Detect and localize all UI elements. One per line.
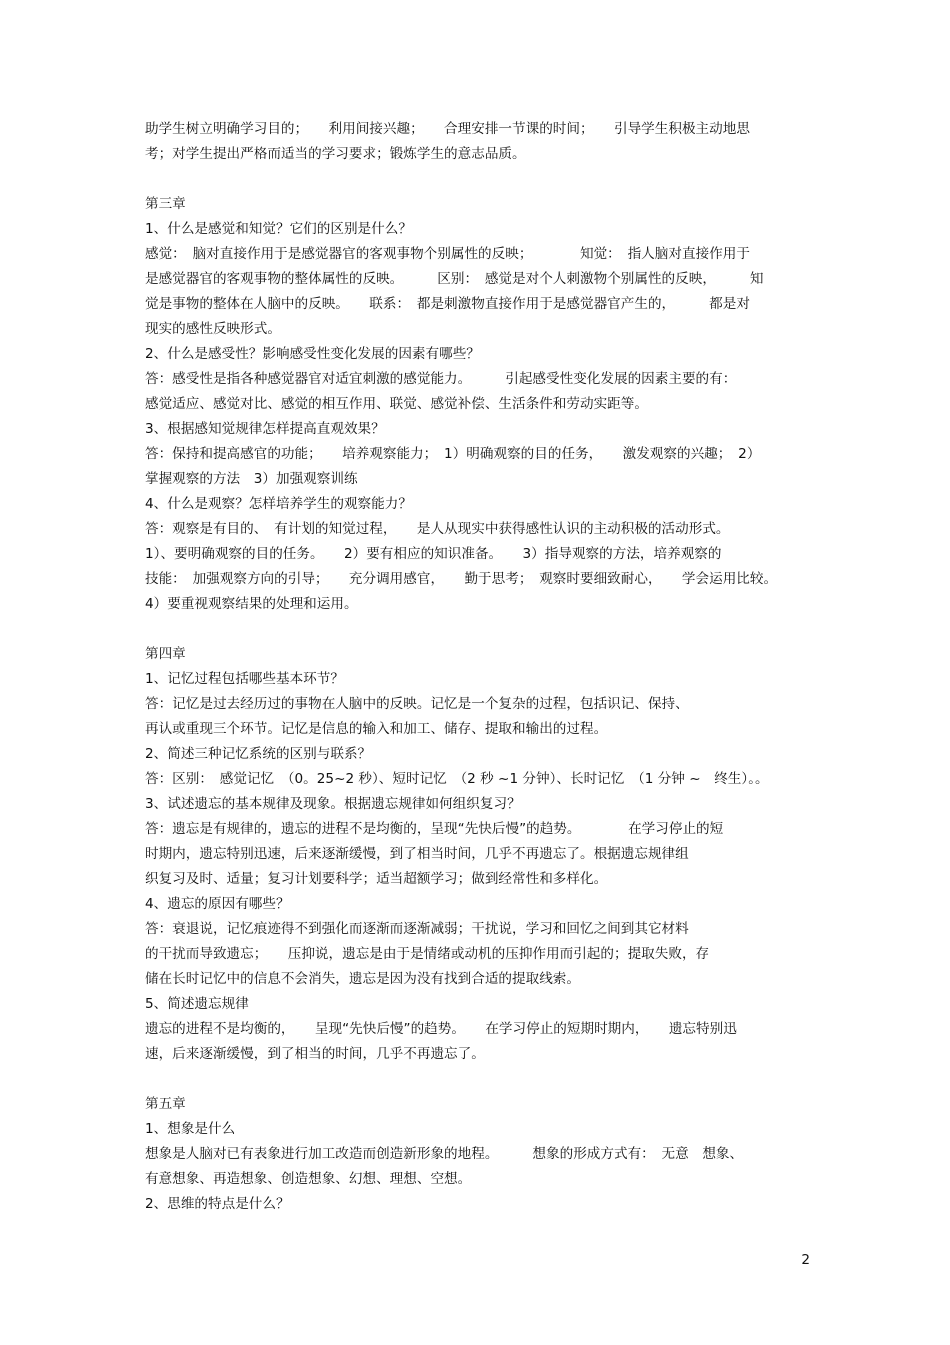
question-heading: 2、什么是感受性？影响感受性变化发展的因素有哪些？ bbox=[145, 346, 480, 362]
text-line: 答：感受性是指各种感觉器官对适宜刺激的感觉能力。 引起感受性变化发展的因素主要的有： bbox=[145, 371, 737, 387]
question-heading: 3、试述遗忘的基本规律及现象。根据遗忘规律如何组织复习？ bbox=[145, 796, 521, 812]
question-heading: 1、什么是感觉和知觉？它们的区别是什么？ bbox=[145, 221, 412, 237]
text-line: 现实的感性反映形式。 bbox=[145, 321, 281, 337]
text-line: 遗忘的进程不是均衡的， 呈现“先快后慢”的趋势。 在学习停止的短期时期内， 遗忘特别迅 bbox=[145, 1021, 737, 1037]
text-line: 答：观察是有目的、 有计划的知觉过程， 是人从现实中获得感性认识的主动积极的活动形式。 bbox=[145, 521, 730, 537]
text-line: 感觉适应、感觉对比、感觉的相互作用、联觉、感觉补偿、生活条件和劳动实距等。 bbox=[145, 396, 648, 412]
text-line: 掌握观察的方法 3）加强观察训练 bbox=[145, 471, 358, 487]
text-line: 织复习及时、适量；复习计划要科学；适当超额学习；做到经常性和多样化。 bbox=[145, 871, 608, 887]
page-number: 2 bbox=[801, 1252, 810, 1268]
text-line: 答：衰退说，记忆痕迹得不到强化而逐渐而逐渐减弱；干扰说，学习和回忆之间到其它材料 bbox=[145, 921, 689, 937]
text-line: 1）、要明确观察的目的任务。 2）要有相应的知识准备。 3）指导观察的方法，培养观察的 bbox=[145, 546, 722, 562]
text-line: 速，后来逐渐缓慢，到了相当的时间，几乎不再遗忘了。 bbox=[145, 1046, 485, 1062]
text-line: 再认或重现三个环节。记忆是信息的输入和加工、储存、提取和输出的过程。 bbox=[145, 721, 608, 737]
chapter-heading: 第三章 bbox=[145, 196, 186, 212]
question-heading: 4、遗忘的原因有哪些？ bbox=[145, 896, 290, 912]
text-line: 考；对学生提出严格而适当的学习要求；锻炼学生的意志品质。 bbox=[145, 146, 526, 162]
text-line: 储在长时记忆中的信息不会消失，遗忘是因为没有找到合适的提取线索。 bbox=[145, 971, 580, 987]
text-line: 时期内，遗忘特别迅速，后来逐渐缓慢，到了相当时间，几乎不再遗忘了。根据遗忘规律组 bbox=[145, 846, 689, 862]
text-line: 技能： 加强观察方向的引导； 充分调用感官， 勤于思考； 观察时要细致耐心， 学会运用比较。 bbox=[145, 571, 778, 587]
text-line: 是感觉器官的客观事物的整体属性的反映。 区别： 感觉是对个人刺激物个别属性的反映， 知 bbox=[145, 271, 764, 287]
text-line: 助学生树立明确学习目的； 利用间接兴趣； 合理安排一节课的时间； 引导学生积极主动地思 bbox=[145, 121, 750, 137]
text-line: 4）要重视观察结果的处理和运用。 bbox=[145, 596, 358, 612]
text-line: 答：区别： 感觉记忆 （0。25~2 秒）、短时记忆 （2 秒 ~1 分钟）、长时记忆 （1 分钟 ~ 终生）。。 bbox=[145, 771, 769, 787]
question-heading: 1、想象是什么 bbox=[145, 1121, 236, 1137]
text-line: 有意想象、再造想象、创造想象、幻想、理想、空想。 bbox=[145, 1171, 472, 1187]
text-line: 感觉： 脑对直接作用于是感觉器官的客观事物个别属性的反映； 知觉： 指人脑对直接作用于 bbox=[145, 246, 750, 262]
text-line: 答：遗忘是有规律的，遗忘的进程不是均衡的，呈现“先快后慢”的趋势。 在学习停止的短 bbox=[145, 821, 724, 837]
text-line: 觉是事物的整体在人脑中的反映。 联系： 都是刺激物直接作用于是感觉器官产生的， 都是对 bbox=[145, 296, 750, 312]
question-heading: 5、简述遗忘规律 bbox=[145, 996, 249, 1012]
text-line: 答：保持和提高感官的功能； 培养观察能力； 1）明确观察的目的任务， 激发观察的兴趣； 2） bbox=[145, 446, 761, 462]
chapter-heading: 第五章 bbox=[145, 1096, 186, 1112]
chapter-heading: 第四章 bbox=[145, 646, 186, 662]
question-heading: 3、根据感知觉规律怎样提高直观效果？ bbox=[145, 421, 385, 437]
question-heading: 4、什么是观察？怎样培养学生的观察能力？ bbox=[145, 496, 412, 512]
text-line: 答：记忆是过去经历过的事物在人脑中的反映。记忆是一个复杂的过程，包括识记、保持、 bbox=[145, 696, 689, 712]
question-heading: 1、记忆过程包括哪些基本环节？ bbox=[145, 671, 344, 687]
question-heading: 2、简述三种记忆系统的区别与联系？ bbox=[145, 746, 372, 762]
question-heading: 2、思维的特点是什么？ bbox=[145, 1196, 290, 1212]
text-line: 想象是人脑对已有表象进行加工改造而创造新形象的地程。 想象的形成方式有： 无意 想象、 bbox=[145, 1146, 744, 1162]
text-line: 的干扰而导致遗忘； 压抑说，遗忘是由于是情绪或动机的压抑作用而引起的；提取失败，存 bbox=[145, 946, 710, 962]
